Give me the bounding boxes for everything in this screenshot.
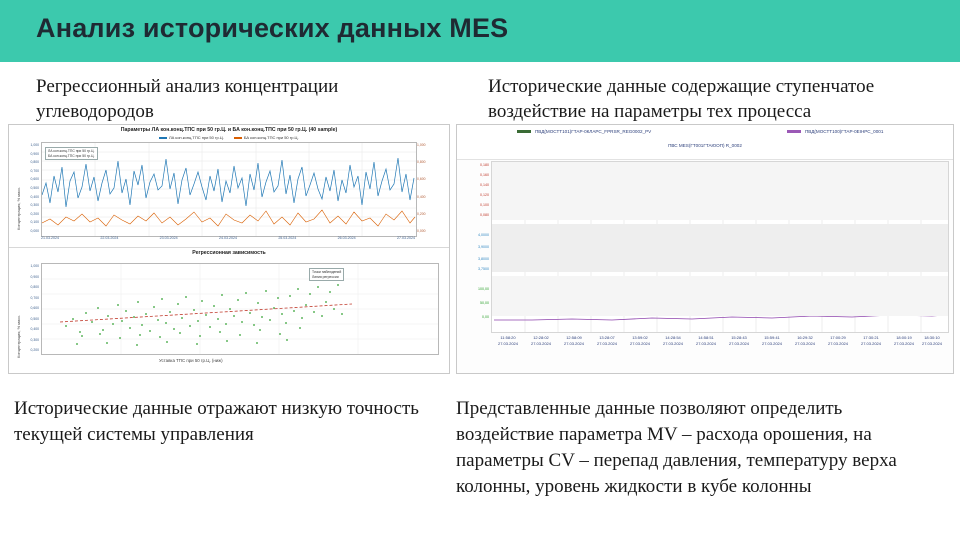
trend-legend-entry-0: ПВД(МОСТТ101)ГТАР-0КЛАРС_FPRSR_REG0002_PV [517, 129, 651, 134]
trend-plot-area [491, 161, 949, 333]
trend-band-3 [492, 276, 948, 316]
xtick-10: 17:00:29 27.03.2024 [827, 335, 849, 346]
trend-viewer-image [456, 124, 954, 374]
trend-band-1 [492, 162, 948, 220]
xtick-3: 13:28:07 27.03.2024 [596, 335, 618, 346]
xtick-6: 14:58:51 27.03.2024 [695, 335, 717, 346]
regression-chart [9, 248, 449, 372]
right-column-caption: Представленные данные позволяют определить воздействие параметра MV – расхода орошения, на параметры CV – перепад давления, температуру верха колонны, уровень жидкости в кубе колонны [456, 398, 897, 497]
page-title: Анализ исторических данных MES [36, 13, 509, 43]
left-column-caption: Исторические данные отражают низкую точность текущей системы управления [14, 398, 419, 445]
xtick-9: 16:29:32 27.03.2024 [794, 335, 816, 346]
timeseries-legend [159, 135, 299, 140]
trend-band-2 [492, 224, 948, 272]
trend-yaxis: 0,180 0,160 0,140 0,120 0,100 0,080 4,0000 3,9000 3,8000 3,7500 100,00 50,00 0,00 [478, 163, 489, 319]
timeseries-info-box: ЛА кон.конц.ТПС при 50 гр.Ц. БА кон.конц.ТПС при 50 гр.Ц. [45, 147, 98, 160]
right-column-heading: Исторические данные содержащие ступенчатое воздействие на параметры тех процесса [488, 76, 875, 122]
xtick-11: 17:30:21 27.03.2024 [860, 335, 882, 346]
regression-svg [42, 264, 438, 354]
xtick-4: 13:59:02 27.03.2024 [629, 335, 651, 346]
regression-xlabel: Уставка ТПС при 50 гр.Ц. (ниж) [159, 358, 223, 363]
xtick-5: 14:28:54 27.03.2024 [662, 335, 684, 346]
xtick-0: 11:58:20 27.03.2024 [497, 335, 519, 346]
trend-xaxis [491, 335, 947, 365]
timeseries-ylabel: Концентрация, % масс. [16, 186, 21, 230]
regression-plot-area [41, 263, 439, 355]
xtick-2: 12:58:09 27.03.2024 [563, 335, 585, 346]
regression-yticks: 1,000 0,900 0,800 0,700 0,600 0,500 0,400 0,300 0,200 [30, 264, 39, 352]
timeseries-svg [42, 143, 416, 236]
timeseries-yticks: 1,000 0,900 0,800 0,700 0,600 0,500 0,400 0,300 0,200 0,100 0,000 [30, 143, 39, 233]
xtick-7: 15:28:43 27.03.2024 [728, 335, 750, 346]
trend-viewer-header [457, 125, 953, 160]
regression-legend-box: Точки наблюдений Линия регрессии [309, 268, 344, 281]
trend-legend-entry-1: ПВД(МОСТТ100)ГТАР-0ЕІНРС_0001 [787, 129, 883, 134]
regression-ylabel: Концентрация, % масс. [16, 314, 21, 358]
legend-entry-0: ЛА кон.конц.ТПС при 50 гр.Ц. [159, 135, 224, 140]
xtick-12: 18:00:19 27.03.2024 [893, 335, 915, 346]
legend-swatch-icon [787, 130, 801, 133]
legend-swatch-icon [517, 130, 531, 133]
legend-entry-1: БА кон.конц.ТПС при 50 гр.Ц. [234, 135, 299, 140]
regression-chart-title: Регрессионная зависимость [192, 250, 266, 256]
regression-analysis-image [8, 124, 450, 374]
timeseries-chart-title: Параметры ЛА кон.конц.ТПС при 50 гр.Ц. и БА кон.конц.ТПС при 50 гр.Ц. (40 sample) [120, 127, 338, 133]
timeseries-chart [9, 125, 449, 248]
timeseries-xticks: 21.03.2024 22.03.2024 23.03.2024 24.03.2024 25.03.2024 26.03.2024 27.03.2024 [41, 236, 415, 240]
timeseries-secondary-yticks: 1,000 0,800 0,600 0,400 0,200 0,000 [417, 143, 426, 233]
xtick-1: 12:28:02 27.03.2024 [530, 335, 552, 346]
trend-viewer-subtitle: ПВС МЕЅ(ГТ001ГТАЮОП) R_0002 [668, 143, 742, 148]
left-column-heading: Регрессионный анализ концентрации углеводородов [36, 76, 339, 122]
xtick-13: 18:30:10 27.03.2024 [921, 335, 943, 346]
xtick-8: 15:59:41 27.03.2024 [761, 335, 783, 346]
